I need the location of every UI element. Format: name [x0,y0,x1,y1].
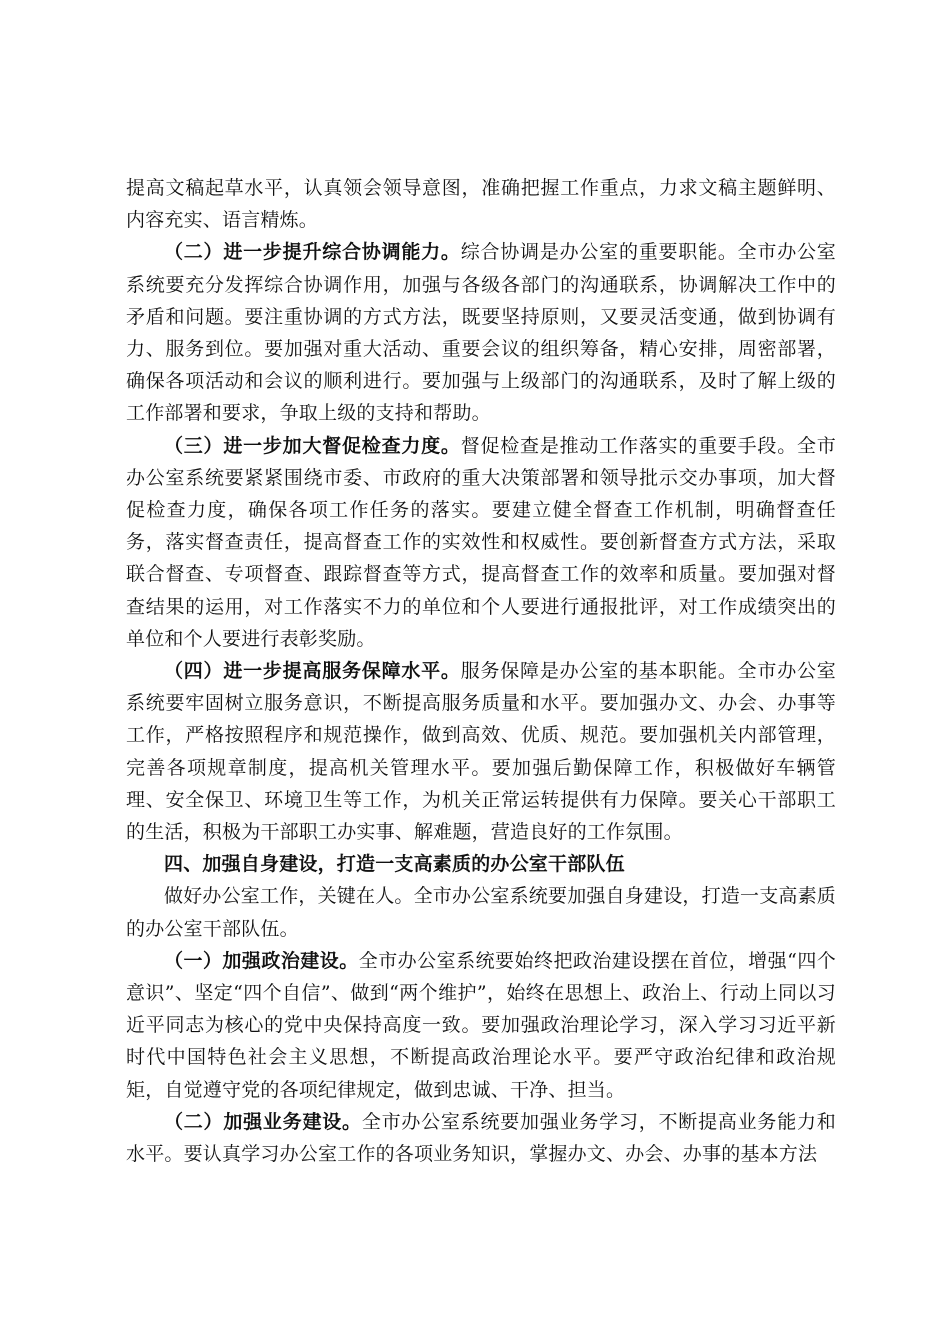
paragraph-text: 督促检查是推动工作落实的重要手段。全市办公室系统要紧紧围绕市委、市政府的重大决策部署和领导批示交办事项，加大督促检查力度，确保各项工作任务的落实。要建立健全督查工作机制，明确督查任务，落实督查责任，提高督查工作的实效性和权威性。要创新督查方式方法，采取联合督查、专项督查、跟踪督查等方式，提高督查工作的效率和质量。要加强对督查结果的运用，对工作落实不力的单位和个人要进行通报批评，对工作成绩突出的单位和个人要进行表彰奖励。 [126,434,836,650]
paragraph-continuation [126,172,836,236]
paragraph-text: 服务保障是办公室的基本职能。全市办公室系统要牢固树立服务意识，不断提高服务质量和水平。要加强办文、办会、办事等工作，严格按照程序和规范操作，做到高效、优质、规范。要加强机关内部管理，完善各项规章制度，提高机关管理水平。要加强后勤保障工作，积极做好车辆管理、安全保卫、环境卫生等工作，为机关正常运转提供有力保障。要关心干部职工的生活，积极为干部职工办实事、解难题，营造良好的工作氛围。 [126,660,836,844]
paragraph-political [126,945,836,1106]
paragraph-text: 综合协调是办公室的重要职能。全市办公室系统要充分发挥综合协调作用，加强与各级各部门的沟通联系，协调解决工作中的矛盾和问题。要注重协调的方式方法，既要坚持原则，又要灵活变通，做到协调有力、服务到位。要加强对重大活动、重要会议的组织筹备，精心安排，周密部署，确保各项活动和会议的顺利进行。要加强与上级部门的沟通联系，及时了解上级的工作部署和要求，争取上级的支持和帮助。 [126,241,836,425]
paragraph-text: 提高文稿起草水平，认真领会领导意图，准确把握工作重点，力求文稿主题鲜明、内容充实、语言精炼。 [126,177,836,232]
paragraph-section-intro [126,880,836,944]
paragraph-lead: （四）进一步提高服务保障水平。 [164,660,461,683]
paragraph-text: 做好办公室工作，关键在人。全市办公室系统要加强自身建设，打造一支高素质的办公室干部队伍。 [126,885,837,940]
paragraph-service [126,655,836,848]
paragraph-lead: （二）加强业务建设。 [164,1110,362,1133]
paragraph-text: 全市办公室系统要始终把政治建设摆在首位，增强“四个意识”、坚定“四个自信”、做到“两个维护”，始终在思想上、政治上、行动上同以习近平同志为核心的党中央保持高度一致。要加强政治理论学习，深入学习习近平新时代中国特色社会主义思想，不断提高政治理论水平。要严守政治纪律和政治规矩，自觉遵守党的各项纪律规定，做到忠诚、干净、担当。 [126,949,836,1101]
paragraph-lead: （二）进一步提升综合协调能力。 [164,241,461,264]
paragraph-supervision [126,430,836,655]
section-heading: 四、加强自身建设，打造一支高素质的办公室干部队伍 [164,853,625,876]
paragraph-text: 全市办公室系统要加强业务学习，不断提高业务能力和水平。要认真学习办公室工作的各项业务知识，掌握办文、办会、办事的基本方法 [126,1110,836,1166]
paragraph-lead: （三）进一步加大督促检查力度。 [164,434,461,457]
paragraph-lead: （一）加强政治建设。 [164,949,359,972]
document-body [126,172,836,1170]
paragraph-coordination [126,236,836,429]
paragraph-business [126,1106,836,1170]
